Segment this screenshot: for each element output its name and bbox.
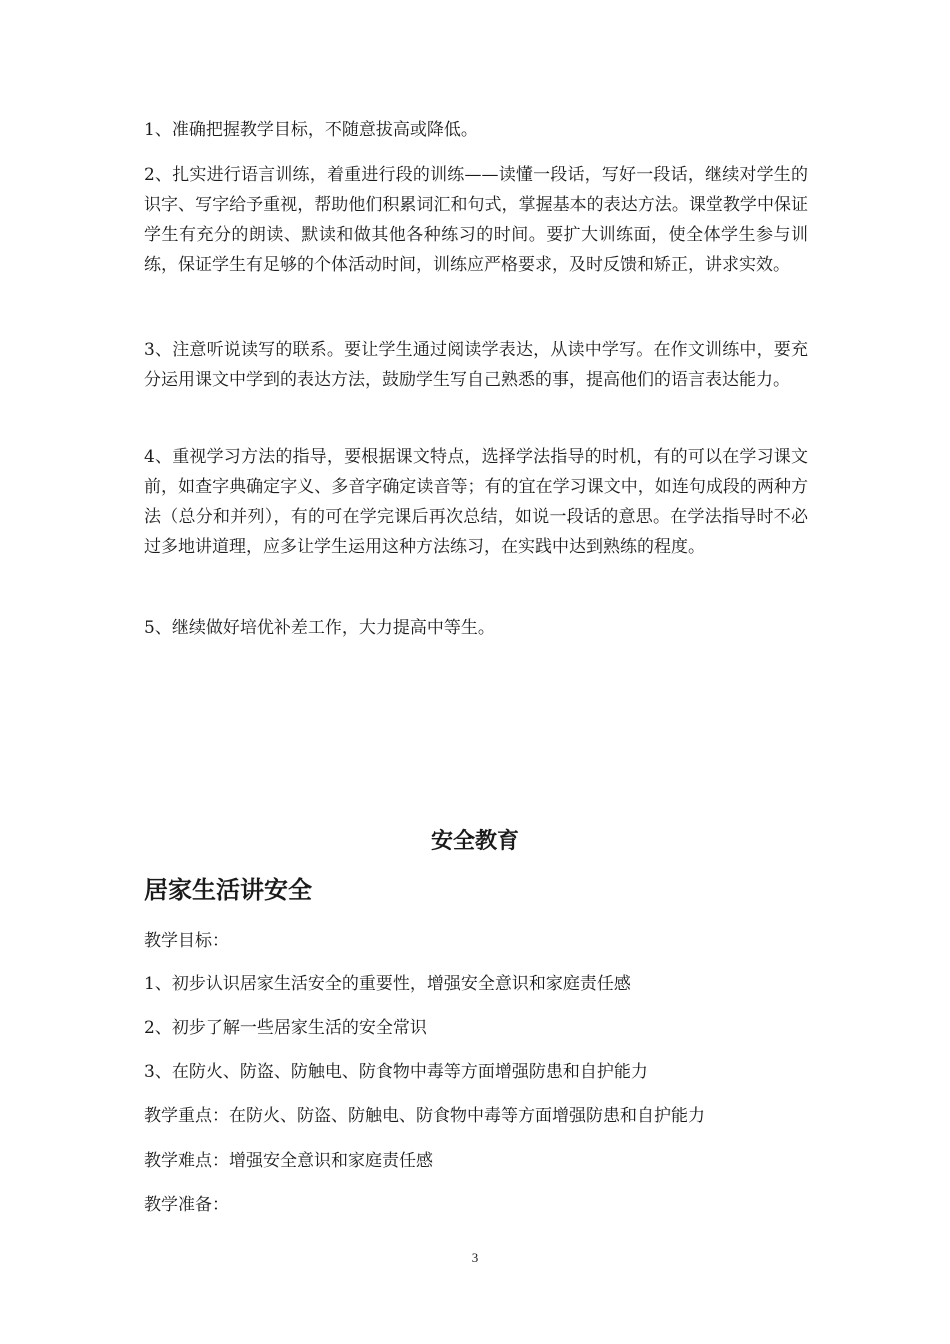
goal-item-3: 3、在防火、防盗、防触电、防食物中毒等方面增强防患和自护能力 — [144, 1062, 648, 1082]
goal-item-2: 2、初步了解一些居家生活的安全常识 — [144, 1018, 427, 1038]
section-subtitle: 居家生活讲安全 — [144, 875, 312, 904]
paragraph-4: 4、重视学习方法的指导，要根据课文特点，选择学法指导的时机，有的可以在学习课文前，如查字典确定字义、多音字确定读音等；有的宜在学习课文中，如连句成段的两种方法（总分和并列），有的可在学完课后再次总结，如说一段话的意思。在学法指导时不必过多地讲道理，应多让学生运用这种方法练习，在实践中达到熟练的程度。 — [144, 447, 808, 557]
paragraph-5: 5、继续做好培优补差工作，大力提高中等生。 — [144, 618, 495, 638]
difficulties: 教学难点：增强安全意识和家庭责任感 — [144, 1151, 433, 1171]
page-number: 3 — [471, 1250, 479, 1265]
paragraph-3: 3、注意听说读写的联系。要让学生通过阅读学表达，从读中学写。在作文训练中，要充分运用课文中学到的表达方法，鼓励学生写自己熟悉的事，提高他们的语言表达能力。 — [144, 340, 808, 390]
paragraph-2: 2、扎实进行语言训练，着重进行段的训练——读懂一段话，写好一段话，继续对学生的识字、写字给予重视，帮助他们积累词汇和句式，掌握基本的表达方法。课堂教学中保证学生有充分的朗读、默读和做其他各种练习的时间。要扩大训练面，使全体学生参与训练，保证学生有足够的个体活动时间，训练应严格要求，及时反馈和矫正，讲求实效。 — [144, 165, 808, 275]
paragraph-1: 1、准确把握教学目标，不随意拔高或降低。 — [144, 120, 478, 140]
section-title: 安全教育 — [430, 829, 519, 854]
goals-label: 教学目标： — [144, 931, 229, 951]
goal-item-1: 1、初步认识居家生活安全的重要性，增强安全意识和家庭责任感 — [144, 974, 631, 994]
key-points: 教学重点：在防火、防盗、防触电、防食物中毒等方面增强防患和自护能力 — [144, 1106, 705, 1126]
preparation: 教学准备： — [144, 1195, 229, 1215]
